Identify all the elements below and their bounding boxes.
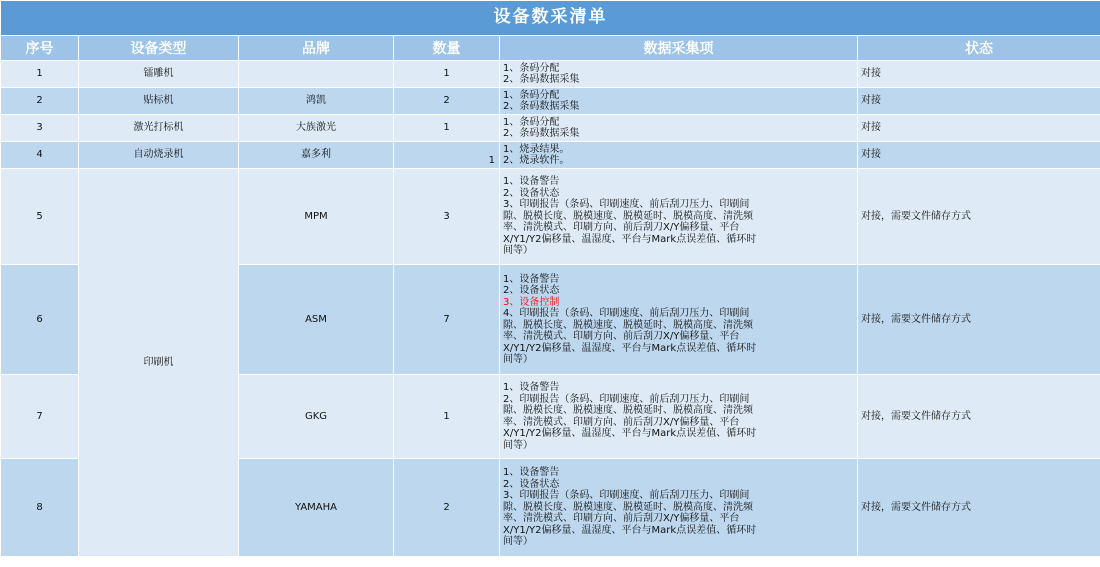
item-line: 1、设备警告 <box>503 467 560 479</box>
cell-brand[interactable]: YAMAHA <box>239 459 394 557</box>
cell-device-type-merged[interactable]: 印刷机 <box>79 169 239 557</box>
cell-device-type[interactable]: 贴标机 <box>79 88 239 115</box>
cell-brand[interactable] <box>239 61 394 88</box>
item-line: 间等） <box>503 245 533 257</box>
item-line: 隙、脱模长度、脱模速度、脱模延时、脱模高度、清洗频 <box>503 405 753 416</box>
cell-brand[interactable]: 嘉多利 <box>239 142 394 169</box>
cell-collection-items[interactable] <box>500 375 858 459</box>
cell-quantity[interactable]: 7 <box>394 265 500 375</box>
cell-quantity[interactable]: 2 <box>394 88 500 115</box>
cell-collection-items[interactable] <box>500 169 858 265</box>
item-line: 2、条码数据采集 <box>503 128 580 139</box>
item-line: 间等） <box>503 439 533 451</box>
cell-device-type[interactable]: 激光打标机 <box>79 115 239 142</box>
item-line: 率、清洗模式、印刷方向、前后刮刀X/Y偏移量、平台 <box>503 513 740 525</box>
cell-status[interactable]: 对接 <box>858 61 1100 88</box>
header-index[interactable]: 序号 <box>1 36 79 61</box>
item-line: 间等） <box>503 354 533 365</box>
item-line: 1、设备警告 <box>503 382 560 393</box>
item-line-highlight: 3、设备控制 <box>503 296 560 308</box>
cell-collection-items[interactable] <box>500 115 858 142</box>
cell-index[interactable]: 2 <box>1 88 79 115</box>
item-line: 率、清洗模式、印刷方向、前后刮刀X/Y偏移量、平台 <box>503 416 740 428</box>
cell-quantity[interactable]: 3 <box>394 169 500 265</box>
item-line: 3、印刷报告（条码、印刷速度、前后刮刀压力、印刷间 <box>503 199 750 211</box>
header-status[interactable]: 状态 <box>858 36 1100 61</box>
cell-device-type[interactable]: 镭雕机 <box>79 61 239 88</box>
item-line: X/Y1/Y2偏移量、温湿度、平台与Mark点误差值、循环时 <box>503 428 757 439</box>
header-collection-items[interactable]: 数据采集项 <box>500 36 858 61</box>
item-line: 率、清洗模式、印刷方向、前后刮刀X/Y偏移量、平台 <box>503 222 740 234</box>
cell-index[interactable]: 8 <box>1 459 79 557</box>
table-row <box>1 88 1100 115</box>
item-line: 1、条码分配 <box>503 62 560 74</box>
item-line: X/Y1/Y2偏移量、温湿度、平台与Mark点误差值、循环时 <box>503 524 757 536</box>
item-line: 1、条码分配 <box>503 116 560 128</box>
item-line: 隙、脱模长度、脱模速度、脱模延时、脱模高度、清洗频 <box>503 501 753 513</box>
cell-index[interactable]: 1 <box>1 61 79 88</box>
cell-index[interactable]: 7 <box>1 375 79 459</box>
cell-index[interactable]: 4 <box>1 142 79 169</box>
table-row <box>1 61 1100 88</box>
item-line: 1、设备警告 <box>503 176 560 188</box>
cell-status[interactable]: 对接，需要文件储存方式 <box>858 459 1100 557</box>
item-line: 2、设备状态 <box>503 285 560 296</box>
item-line: 4、印刷报告（条码、印刷速度、前后刮刀压力、印刷间 <box>503 308 750 319</box>
item-line: 2、条码数据采集 <box>503 74 580 85</box>
cell-index[interactable]: 6 <box>1 265 79 375</box>
item-line: 3、印刷报告（条码、印刷速度、前后刮刀压力、印刷间 <box>503 490 750 502</box>
item-line: 隙、脱模长度、脱模速度、脱模延时、脱模高度、清洗频 <box>503 210 753 222</box>
item-line: 1、设备警告 <box>503 273 560 285</box>
item-line: X/Y1/Y2偏移量、温湿度、平台与Mark点误差值、循环时 <box>503 342 757 354</box>
cell-index[interactable]: 5 <box>1 169 79 265</box>
cell-brand[interactable]: 鸿凯 <box>239 88 394 115</box>
cell-collection-items[interactable] <box>500 142 858 169</box>
cell-collection-items[interactable] <box>500 265 858 375</box>
cell-collection-items[interactable] <box>500 459 858 557</box>
item-line: 2、烧录软件。 <box>503 155 570 166</box>
cell-status[interactable]: 对接 <box>858 115 1100 142</box>
cell-brand[interactable]: GKG <box>239 375 394 459</box>
table-row <box>1 115 1100 142</box>
item-line: 2、设备状态 <box>503 478 560 490</box>
sheet-title[interactable]: 设备数采清单 <box>1 1 1100 36</box>
cell-status[interactable]: 对接，需要文件储存方式 <box>858 169 1100 265</box>
cell-quantity[interactable]: 1 <box>394 61 500 88</box>
cell-brand[interactable]: 大族激光 <box>239 115 394 142</box>
cell-status[interactable]: 对接 <box>858 142 1100 169</box>
item-line: 2、设备状态 <box>503 187 560 199</box>
cell-collection-items[interactable] <box>500 88 858 115</box>
header-device-type[interactable]: 设备类型 <box>79 36 239 61</box>
cell-device-type[interactable]: 自动烧录机 <box>79 142 239 169</box>
item-line: 间等） <box>503 536 533 548</box>
item-line: 1、烧录结果。 <box>503 143 570 155</box>
item-line: 2、印刷报告（条码、印刷速度、前后刮刀压力、印刷间 <box>503 393 750 405</box>
header-brand[interactable]: 品牌 <box>239 36 394 61</box>
cell-status[interactable]: 对接 <box>858 88 1100 115</box>
header-quantity[interactable]: 数量 <box>394 36 500 61</box>
cell-quantity[interactable]: 1 <box>394 375 500 459</box>
cell-collection-items[interactable] <box>500 61 858 88</box>
item-line: 2、条码数据采集 <box>503 101 580 112</box>
table-row <box>1 169 1100 265</box>
item-line: X/Y1/Y2偏移量、温湿度、平台与Mark点误差值、循环时 <box>503 233 757 245</box>
cell-brand[interactable]: ASM <box>239 265 394 375</box>
table-row <box>1 142 1100 169</box>
cell-status[interactable]: 对接，需要文件储存方式 <box>858 265 1100 375</box>
cell-quantity[interactable]: 2 <box>394 459 500 557</box>
cell-quantity[interactable]: 1 <box>394 142 500 169</box>
item-line: 率、清洗模式、印刷方向、前后刮刀X/Y偏移量、平台 <box>503 331 740 342</box>
item-line: 1、条码分配 <box>503 89 560 101</box>
cell-brand[interactable]: MPM <box>239 169 394 265</box>
cell-index[interactable]: 3 <box>1 115 79 142</box>
item-line: 隙、脱模长度、脱模速度、脱模延时、脱模高度、清洗频 <box>503 319 753 331</box>
cell-quantity[interactable]: 1 <box>394 115 500 142</box>
cell-status[interactable]: 对接，需要文件储存方式 <box>858 375 1100 459</box>
